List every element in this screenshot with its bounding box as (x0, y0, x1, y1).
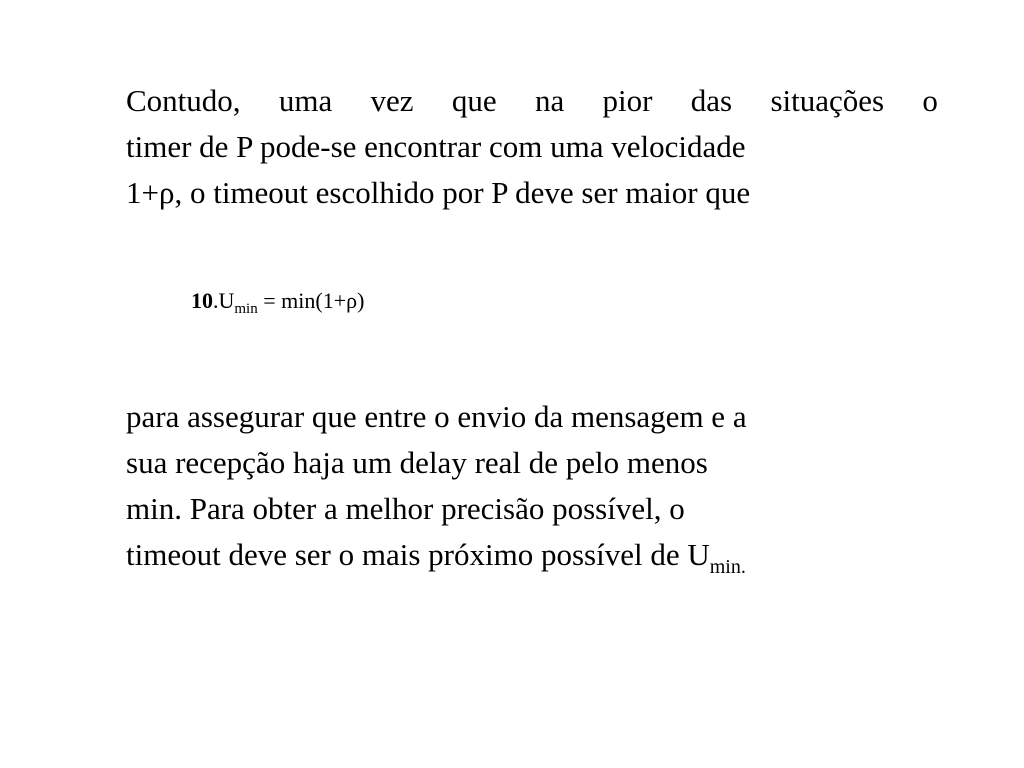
word: na (534, 83, 565, 118)
equation-dot: . (213, 288, 219, 313)
equation-variable: U (218, 288, 235, 313)
equation (191, 286, 364, 316)
paragraph-conclusion-line-2: sua recepção haja um delay real de pelo menos (126, 445, 708, 480)
paragraph-conclusion-line-4-subscript: min. (709, 556, 746, 578)
paragraph-conclusion-line-4-text: timeout deve ser o mais próximo possível de U (126, 537, 710, 572)
word: das (690, 83, 733, 118)
word: vez (370, 83, 414, 118)
paragraph-conclusion-line-4 (126, 532, 938, 578)
word: que (451, 83, 497, 118)
word: Contudo, (126, 83, 241, 118)
word: pior (602, 83, 653, 118)
paragraph-intro (126, 78, 938, 216)
equation-rhs: = min(1+ρ) (257, 288, 365, 313)
paragraph-conclusion (126, 394, 938, 578)
equation-subscript: min (234, 301, 258, 317)
word: situações (770, 83, 885, 118)
paragraph-conclusion-line-1: para assegurar que entre o envio da mensagem e a (126, 399, 747, 434)
paragraph-conclusion-line-3: min. Para obter a melhor precisão possível, o (126, 491, 685, 526)
equation-number: 10 (191, 288, 213, 313)
word: o (922, 83, 938, 118)
paragraph-intro-line-2: timer de P pode-se encontrar com uma velocidade (126, 129, 746, 164)
paragraph-intro-line-3: 1+ρ, o timeout escolhido por P deve ser maior que (126, 175, 751, 210)
word: uma (278, 83, 333, 118)
paragraph-intro-line-1 (126, 78, 938, 124)
